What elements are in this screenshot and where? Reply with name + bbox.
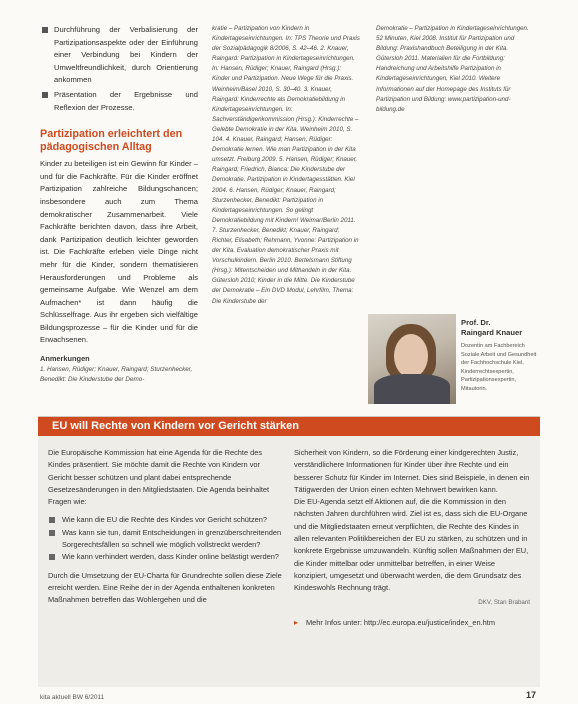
author-title: Prof. Dr. (461, 318, 491, 327)
author-name: Raingard Knauer (461, 328, 523, 337)
author-info (461, 318, 541, 394)
bullet-item: Durchführung der Verbalisierung der Partizipationsaspekte oder der Einführung einer Verbindung bei Kindern der Umweltfreundlichkeit, durch Orientierung ankommen (40, 24, 198, 87)
box-title: EU will Rechte von Kindern vor Gericht stärken (38, 417, 540, 436)
author-bio: Dozentin am Fachbereich Soziale Arbeit und Gesundheit der Fachhochschule Kiel, Kinderrechtsexpertin, Partizipationsexpertin, Mitautorin. (461, 343, 537, 392)
box-credit: DKV, Stan Brabant (478, 598, 530, 606)
box-para-1: Sicherheit von Kindern, so die Förderung einer kindgerechten Justiz, verständlichere Informationen für Kinder über ihre Rechte und ein besserer Schutz für Kinder im Internet. Dies sind Beispiele, in denen ein Tätigwerden der Union einen echten Mehrwert bewirken kann. (294, 448, 530, 494)
info-box (38, 416, 540, 687)
column-3-references: Demokratie – Partizipation in Kindertageseinrichtungen. 52 Minuten, Kiel 2008. Institut für Partizipation und Bildung: Praxishandbuch Beteiligung in der Kita. Gütersloh 2011. Materialien für die Fortbildung: Handreichung und Arbeitshilfe Partizipation in Kindertageseinrichtungen, Kiel 2010. Weitere Informationen auf der Homepage des Instituts für Partizipation und Bildung: www.partizipation-und-bildung.de (376, 25, 529, 113)
box-para-2: Die EU-Agenda setzt elf Aktionen auf, die die Kommission in den nächsten Jahren durchführen wird. Ziel ist es, dass sich die EU-Organe und die Mitgliedstaaten erneut verpflichten, die Rechte des Kindes in allen relevanten Politikbereichen der EU zu stärken, zu schützen und in konkrete Ergebnisse umzuwandeln. Künftig sollen Maßnahmen der EU, die Kinder mittelbar oder unmittelbar betreffen, in einer Weise konzipiert, umgesetzt und überwacht werden, die dem Grundsatz des Kindeswohls Rechnung trägt. (294, 497, 529, 593)
box-right-column (294, 447, 530, 629)
bullet-item: Präsentation der Ergebnisse und Reflexion der Prozesse. (40, 89, 198, 114)
box-outro: Durch die Umsetzung der EU-Charta für Grundrechte sollen diese Ziele erreicht werden. Eine Reihe der in der Agenda enthaltenen konkreten Maßnahmen betreffen das Wohlergehen und die (48, 570, 282, 605)
more-info-text[interactable]: Mehr Infos unter: http://ec.europa.eu/justice/index_en.htm (306, 617, 495, 627)
question-item: Was kann sie tun, damit Entscheidungen in grenzüberschreitenden Sorgerechtsfällen so schnell wie möglich vollstreckt werden? (48, 527, 282, 552)
more-info-link[interactable] (294, 617, 530, 629)
box-left-column (48, 447, 282, 607)
question-item: Wie kann verhindert werden, dass Kinder online belästigt werden? (48, 551, 282, 563)
column-1 (40, 24, 198, 386)
column-2-references: kratie – Partizipation von Kindern in Kindertageseinrichtungen. In: TPS Theorie und Praxis der Sozialpädagogik 8/2006, S. 42–46. 2. Knauer, Raingard: Partizipation in Kindertageseinrichtungen. In: Hansen, Rüdiger; Knauer, Raingard (Hrsg.): Kinder und Partizipation. Neue Wege für die Praxis. Weinheim/Basel 2010, S. 30–40. 3. Knauer, Raingard: Kinderrechte als Demokratiebildung in Kindertageseinrichtungen. In: Sachverständigenkommission (Hrsg.): Kinderrechte – Gelebte Demokratie in der Kita. Weinheim 2010, S. 104. 4. Knauer, Raingard; Hansen, Rüdiger: Demokratie lernen. Wie man Partizipation in der Kita umsetzt. Freiburg 2009. 5. Hansen, Rüdiger; Knauer, Raingard; Friedrich, Bianca: Die Kinderstube der Demokratie. Partizipation in Kindertagesstätten. Kiel 2004. 6. Hansen, Rüdiger; Knauer, Raingard; Sturzenhecker, Benedikt: Partizipation in Kindertageseinrichtungen. So gelingt Demokratiebildung mit Kindern! Weimar/Berlin 2011. 7. Sturzenhecker, Benedikt; Knauer, Raingard; Richter, Elisabeth; Rehmann, Yvonne: Partizipation in der Kita. Evaluation demokratischer Praxis mit Vorschulkindern. Berlin 2010. Bertelsmann Stiftung (Hrsg.): Mitentscheiden und Mithandeln in der Kita. Gütersloh 2010; Kinder in die Mitte. Die Kinderstube der Demokratie – Ein DVD Modul, Lehrfilm, Thema: Die Kinderstube der (212, 25, 360, 305)
question-item: Wie kann die EU die Rechte des Kindes vor Gericht schützen? (48, 514, 282, 526)
box-intro: Die Europäische Kommission hat eine Agenda für die Rechte des Kindes präsentiert. Sie möchte damit die Rechte von Kindern vor Gericht besser schützen und plant dabei entsprechende Gesetzesänderungen in den Mitgliedstaaten. Die Agenda beinhaltet Fragen wie: (48, 448, 270, 507)
author-photo (368, 314, 456, 404)
body-paragraph: Kinder zu beteiligen ist ein Gewinn für Kinder – und für die Fachkräfte. Für die Kinder eröffnet Partizipation zahlreiche Bildungschancen; insbesondere auch zum Thema demokratischer Zusammenarbeit. Viele Fachkräfte berichten davon, dass ihre Arbeit, dank Partizipation deutlich leichter geworden ist. Die Fachkräfte erleben viele Dinge nicht mehr für die Kinder, sondern thematisieren Herausforderungen und Probleme als gemeinsame Aufgabe. Wie Wenzel am dem Aufmachen* ist dann häufig die Schlüsselfrage. Aus ihr ergeben sich vielfältige Bildungsprozesse – für die Kinder und für die Erwachsenen. (40, 159, 198, 345)
footer-magazine: kita aktuell BW 6/2011 (40, 694, 105, 701)
section-heading: Partizipation erleichtert den pädagogischen Alltag (40, 128, 183, 154)
page-number: 17 (526, 690, 537, 700)
notes-text: 1. Hansen, Rüdiger; Knauer, Raingard; Sturzenhecker, Benedikt: Die Kinderstube der Demo- (40, 366, 193, 384)
notes-heading: Anmerkungen (40, 354, 90, 364)
